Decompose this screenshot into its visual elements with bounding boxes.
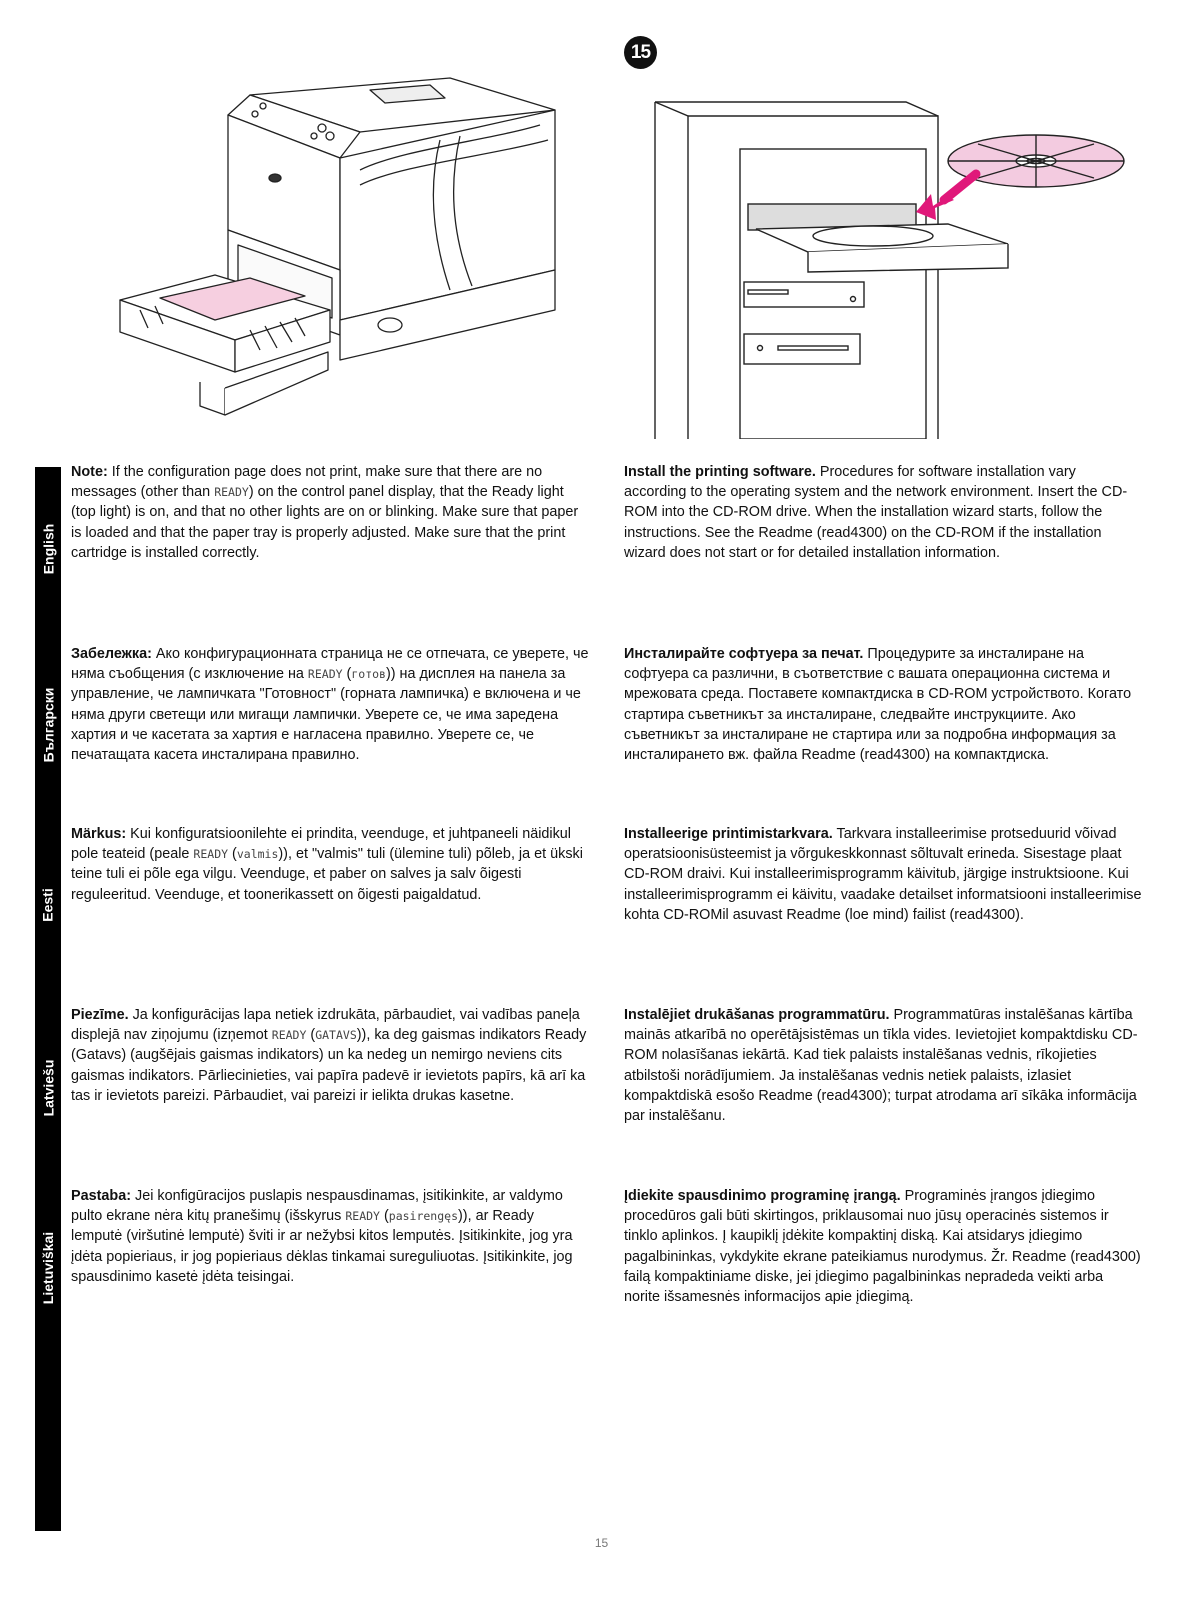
install-software-latvian: Instalējiet drukāšanas programmatūru. Programmatūras instalēšanas kārtība mainās atkarībā no operētājsistēmas un tīkla vides. Ievietojiet kompaktdisku CD-ROM nolasīšanas iekārtā. Kad tiek palaists instalēšanas vednis, rīkojieties atbilstoši norādījumiem. Ja instalēšanas vednis netiek palaists, izlasiet kompaktdiskā esošo Readme (read4300); turpat atrodama arī sīkāka informācija par instalēšanu.: [624, 1007, 1138, 1125]
step-number-badge: 15: [624, 36, 657, 69]
note-bulgarian: Забележка: Ако конфигурационната страница не се отпечата, се уверете, че няма съобщения (с изключение на READY (готов)) на дисплея на панела за управление, че лампичката "Готовност" (горната лампичка) е включена и че няма други светещи или мигащи лампички. Уверете се, че има заредена хартия и че касетата за хартия е нагласена правилно. Уверете се, че печатащата касета инсталирана правилно.: [71, 646, 589, 764]
language-label-english: English: [40, 523, 56, 575]
install-software-bulgarian: Инсталирайте софтуера за печат. Процедурите за инсталиране на софтуера са различни, в съответствие с вашата операционна система и мрежовата среда. Поставете компактдиска в CD-ROM устройството. Когато стартира съветникът за инсталиране, следвайте инструкциите. Ако съветникът за инсталиране не стартира или за подробна информация за инсталирането вж. файла Readme (read4300) на компактдиска.: [624, 646, 1132, 764]
computer-cd-rom-illustration: [648, 94, 1138, 439]
printer-tray-illustration: [100, 70, 620, 430]
language-label-latvian: Latviešu: [40, 1059, 56, 1116]
language-label-estonian: Eesti: [40, 888, 56, 922]
install-software-lithuanian: Įdiekite spausdinimo programinę įrangą. Programinės įrangos įdiegimo procedūros gali būti skirtingos, priklausomai nuo jūsų operacinės sistemos ir tinklo aplinkos. Į kaupiklį įdėkite kompaktinį diską. Kai atsidarys įdiegimo pagalbininkas, vykdykite ekrane pateikiamus nurodymus. Žr. Readme (read4300) failą kompaktiniame diske, jei įdiegimo pagalbininkas nepradeda veikti arba norite išsamesnės informacijos apie įdiegimą.: [624, 1188, 1141, 1306]
language-label-bulgarian: Български: [40, 687, 57, 763]
install-software-english: Install the printing software. Procedures for software installation vary according to the operating system and the network environment. Insert the CD-ROM into the CD-ROM drive. When the installation wizard starts, follow the instructions. See the Readme (read4300) on the CD-ROM if the installation wizard does not start or for detailed installation information.: [624, 464, 1128, 561]
note-estonian: Märkus: Kui konfiguratsioonilehte ei prindita, veenduge, et juhtpaneeli näidikul pole teateid (peale READY (valmis)), et "valmis" tuli (ülemine tuli) põleb, ja et ükski teine tuli ei põle ega vilgu. Veenduge, et paber on salves ja salv õigesti reguleeritud. Veenduge, et toonerikassett on õigesti paigaldatud.: [71, 826, 583, 903]
note-latvian: Piezīme. Ja konfigurācijas lapa netiek izdrukāta, pārbaudiet, vai vadības paneļa displejā nav ziņojumu (izņemot READY (GATAVS)), ka deg gaismas indikators Ready (Gatavs) (augšējais gaismas indikators) un ka nedeg un nemirgo neviens cits gaismas indikators. Pārliecinieties, vai papīra padevē ir ievietots papīrs, kā arī ka tas ir ievietots pareizi. Pārbaudiet, vai pareizi ir ielikta drukas kasetne.: [71, 1007, 587, 1104]
install-software-estonian: Installeerige printimistarkvara. Tarkvara installeerimise protseduurid võivad operatsioonisüsteemist ja võrgukeskkonnast sõltuvalt erineda. Sisestage plaat CD-ROM draivi. Kui installeerimisprogramm käivitub, järgige instruktsioone. Kui installeerimisprogramm ei käivitu, vaadake detailset informatsiooni installeerimise kohta CD-ROMil asuvast Readme (loe mind) failist (read4300).: [624, 826, 1142, 923]
note-english: Note: If the configuration page does not print, make sure that there are no messages (other than READY) on the control panel display, that the Ready light (top light) is on, and that no other lights are on or blinking. Make sure that paper is loaded and that the paper tray is properly adjusted. Make sure that the print cartridge is installed correctly.: [71, 464, 579, 561]
language-label-lithuanian: Lietuviškai: [40, 1231, 56, 1304]
note-lithuanian: Pastaba: Jei konfigūracijos puslapis nespausdinamas, įsitikinkite, ar valdymo pulto ekrane nėra kitų pranešimų (išskyrus READY (pasirengęs)), ar Ready lemputė (viršutinė lemputė) šviti ir ar nežybsi kitos lemputės. Įsitikinkite, jog yra įdėta popieriaus, ir jog popieriaus dėklas tinkamai sureguliuotas. Įsitikinkite, jog spausdinimo kasetė įdėta teisingai.: [71, 1188, 573, 1285]
page-number: 15: [594, 1536, 609, 1550]
